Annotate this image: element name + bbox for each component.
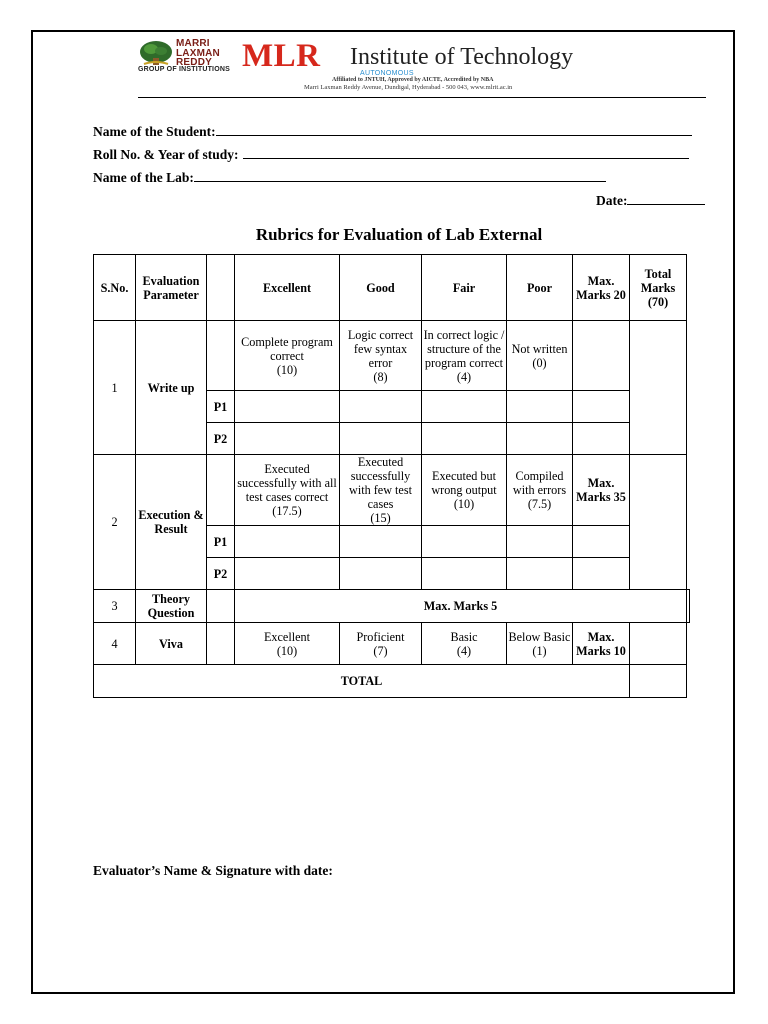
writeup-max-cell <box>573 321 630 391</box>
execution-p1-good[interactable] <box>340 526 422 558</box>
institute-name: Institute of Technology <box>350 44 574 70</box>
writeup-p1-poor[interactable] <box>507 391 573 423</box>
writeup-total-cell[interactable] <box>630 321 687 455</box>
theory-part-blank <box>207 590 235 623</box>
table-row-total <box>94 665 690 698</box>
total-label: TOTAL <box>94 665 630 698</box>
header-sno: S.No. <box>94 255 136 321</box>
rubric-table <box>93 254 690 698</box>
logo-emblem-icon <box>138 38 174 68</box>
brand-mlr: MLR <box>242 38 321 74</box>
writeup-p2-poor[interactable] <box>507 423 573 455</box>
execution-p1-poor[interactable] <box>507 526 573 558</box>
header-excellent: Excellent <box>235 255 340 321</box>
logo-line-3: REDDY <box>176 57 213 68</box>
execution-parameter: Execution & Result <box>136 455 207 590</box>
roll-year-label: Roll No. & Year of study: <box>93 147 239 162</box>
theory-total-cell[interactable] <box>687 590 690 623</box>
writeup-p2-good[interactable] <box>340 423 422 455</box>
viva-excellent: Excellent (10) <box>235 623 340 665</box>
viva-total-cell[interactable] <box>630 623 687 665</box>
viva-good: Proficient (7) <box>340 623 422 665</box>
header-part <box>207 255 235 321</box>
roll-year-field <box>93 146 689 163</box>
table-row-viva <box>94 623 690 665</box>
date-field <box>596 192 705 209</box>
theory-sno: 3 <box>94 590 136 623</box>
viva-fair: Basic (4) <box>422 623 507 665</box>
logo-line-1: MARRI <box>176 38 210 49</box>
viva-sno: 4 <box>94 623 136 665</box>
table-row-writeup <box>94 321 690 391</box>
autonomous-label: AUTONOMOUS <box>360 70 414 77</box>
logo-name <box>176 39 220 68</box>
lab-name-line[interactable] <box>194 169 606 182</box>
student-name-field <box>93 123 692 140</box>
execution-p2-excellent[interactable] <box>235 558 340 590</box>
student-name-label: Name of the Student: <box>93 124 216 139</box>
roll-year-line[interactable] <box>243 146 689 159</box>
writeup-p1-max[interactable] <box>573 391 630 423</box>
table-row-execution <box>94 455 690 526</box>
writeup-parameter: Write up <box>136 321 207 455</box>
grand-total-cell[interactable] <box>630 665 687 698</box>
execution-good: Executed successfully with few test cases (15) <box>340 455 422 526</box>
writeup-p1-label: P1 <box>207 391 235 423</box>
execution-p1-excellent[interactable] <box>235 526 340 558</box>
writeup-part-blank <box>207 321 235 391</box>
writeup-p2-fair[interactable] <box>422 423 507 455</box>
execution-p2-max[interactable] <box>573 558 630 590</box>
header-total-marks: Total Marks (70) <box>630 255 687 321</box>
lab-name-label: Name of the Lab: <box>93 170 194 185</box>
viva-poor: Below Basic (1) <box>507 623 573 665</box>
execution-max-marks: Max. Marks 35 <box>573 455 630 526</box>
header-poor: Poor <box>507 255 573 321</box>
theory-parameter: Theory Question <box>136 590 207 623</box>
table-header-row <box>94 255 690 321</box>
affiliation-text: Affiliated to JNTUH, Approved by AICTE, Accredited by NBA <box>332 77 494 83</box>
writeup-p2-max[interactable] <box>573 423 630 455</box>
viva-part-blank <box>207 623 235 665</box>
execution-p2-label: P2 <box>207 558 235 590</box>
writeup-p2-excellent[interactable] <box>235 423 340 455</box>
execution-total-cell[interactable] <box>630 455 687 590</box>
writeup-poor: Not written (0) <box>507 321 573 391</box>
execution-p1-fair[interactable] <box>422 526 507 558</box>
lab-name-field <box>93 169 606 186</box>
writeup-sno: 1 <box>94 321 136 455</box>
execution-poor: Compiled with errors (7.5) <box>507 455 573 526</box>
logo-line-2: LAXMAN <box>176 47 220 59</box>
execution-p2-fair[interactable] <box>422 558 507 590</box>
header-divider <box>138 97 706 98</box>
writeup-p1-excellent[interactable] <box>235 391 340 423</box>
student-name-line[interactable] <box>216 123 692 136</box>
evaluator-signature-label: Evaluator’s Name & Signature with date: <box>93 863 333 878</box>
execution-excellent: Executed successfully with all test cases correct (17.5) <box>235 455 340 526</box>
date-line[interactable] <box>627 192 705 205</box>
execution-p2-good[interactable] <box>340 558 422 590</box>
institution-logo <box>138 38 248 78</box>
theory-max-marks: Max. Marks 5 <box>235 590 687 623</box>
execution-p1-max[interactable] <box>573 526 630 558</box>
viva-max-marks: Max. Marks 10 <box>573 623 630 665</box>
writeup-p1-good[interactable] <box>340 391 422 423</box>
execution-fair: Executed but wrong output (10) <box>422 455 507 526</box>
execution-p2-poor[interactable] <box>507 558 573 590</box>
header-evaluation-parameter: Evaluation Parameter <box>136 255 207 321</box>
header-good: Good <box>340 255 422 321</box>
execution-p1-label: P1 <box>207 526 235 558</box>
address-text: Marri Laxman Reddy Avenue, Dundigal, Hyderabad - 500 043, www.mlrit.ac.in <box>304 84 513 91</box>
writeup-p1-fair[interactable] <box>422 391 507 423</box>
execution-part-blank <box>207 455 235 526</box>
viva-parameter: Viva <box>136 623 207 665</box>
execution-sno: 2 <box>94 455 136 590</box>
header-fair: Fair <box>422 255 507 321</box>
writeup-p2-label: P2 <box>207 423 235 455</box>
header-max-marks: Max. Marks 20 <box>573 255 630 321</box>
writeup-fair: In correct logic / structure of the program correct (4) <box>422 321 507 391</box>
date-label: Date: <box>596 193 628 208</box>
document-title: Rubrics for Evaluation of Lab External <box>255 225 543 244</box>
writeup-good: Logic correct few syntax error (8) <box>340 321 422 391</box>
table-row-theory <box>94 590 690 623</box>
logo-group-text: GROUP OF INSTITUTIONS <box>138 66 230 73</box>
writeup-excellent: Complete program correct (10) <box>235 321 340 391</box>
